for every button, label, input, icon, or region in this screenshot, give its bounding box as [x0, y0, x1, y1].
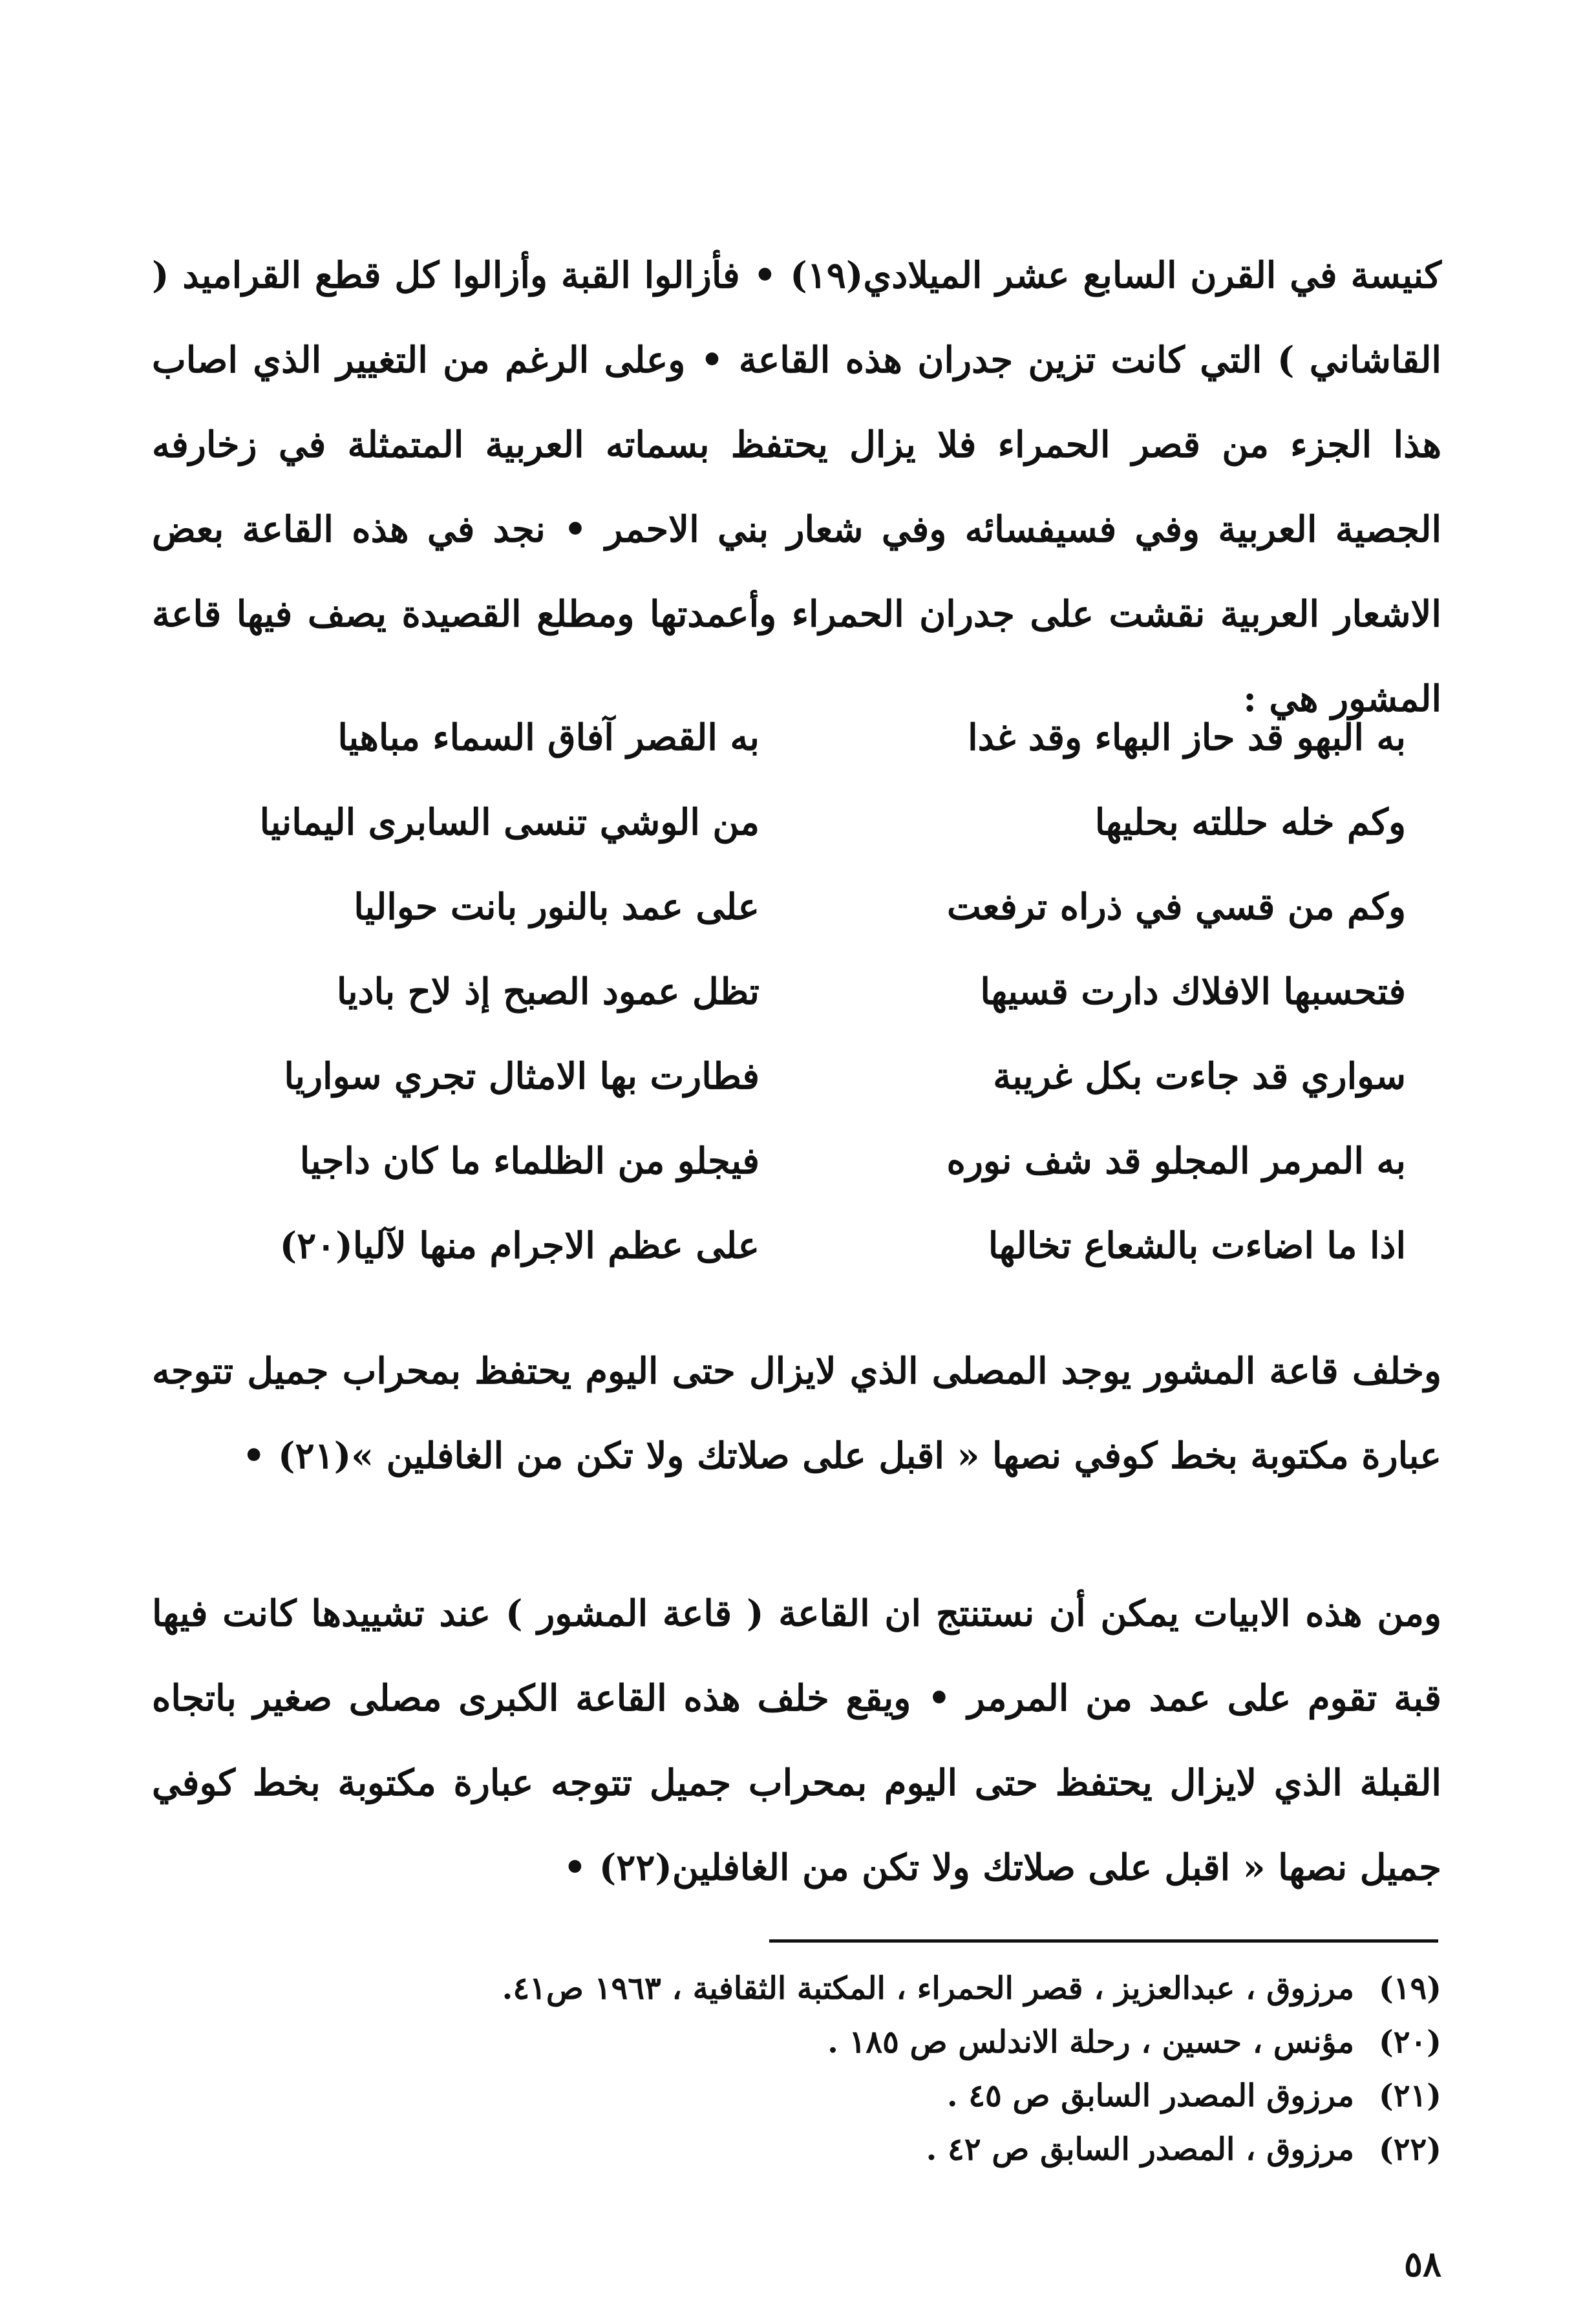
body-paragraph-2: وخلف قاعة المشور يوجد المصلى الذي لايزال حتى اليوم يحتفظ بمحراب جميل تتوجه عبارة مكتوبة بخط كوفي نصها « اقبل على صلاتك ولا تكن من الغافلين »(٢١) • [152, 1350, 1442, 1477]
verse-first-hemistich: به المرمر المجلو قد شف نوره [946, 1139, 1406, 1182]
footnote-number: (١٩) [1379, 1970, 1441, 2007]
footnote-text: مرزوق ، عبدالعزيز ، قصر الحمراء ، المكتبة الثقافية ، ١٩٦٣ ص٤١. [502, 1970, 1354, 2007]
footnote-item [152, 2016, 1441, 2069]
body-paragraph-3: ومن هذه الابيات يمكن أن نستنتج ان القاعة ( قاعة المشور ) عند تشييدها كانت فيها قبة تقوم على عمد من المرمر • ويقع خلف هذه القاعة الكبرى مصلى صغير باتجاه القبلة الذي لايزال يحتفظ حتى اليوم بمحراب جميل تتوجه عبارة مكتوبة بخط كوفي جميل نصها « اقبل على صلاتك ولا تكن من الغافلين(٢٢) • [152, 1592, 1441, 1889]
verse-second-hemistich: به القصر آفاق السماء مباهيا [337, 716, 760, 759]
footnote-divider [769, 1939, 1438, 1943]
footnote-item [152, 2123, 1441, 2177]
footnote-item [152, 1962, 1441, 2016]
verse-line [162, 1203, 1419, 1288]
body-paragraph-1: كنيسة في القرن السابع عشر الميلادي(١٩) • فأزالوا القبة وأزالوا كل قطع القراميد ( القاشاني ) التي كانت تزين جدران هذه القاعة • وعلى الرغم من التغيير الذي اصاب هذا الجزء من قصر الحمراء فلا يزال يحتفظ بسماته العربية المتمثلة في زخارفه الجصية العربية وفي فسيفسائه وفي شعار بني الاحمر • نجد في هذه القاعة بعض الاشعار العربية نقشت على جدران الحمراء وأعمدتها ومطلع القصيدة يصف فيها قاعة المشور هي : [152, 254, 1442, 720]
verse-second-hemistich: على عمد بالنور بانت حواليا [354, 885, 760, 928]
footnotes [152, 1962, 1441, 2177]
footnote-item [152, 2069, 1441, 2123]
verse-second-hemistich: تظل عمود الصبح إذ لاح باديا [336, 970, 760, 1013]
verse-line [162, 695, 1419, 780]
verse-first-hemistich: سواري قد جاءت بكل غريبة [993, 1054, 1406, 1098]
poem-block [162, 695, 1419, 1288]
verse-first-hemistich: وكم خله حللته بحليها [1094, 800, 1406, 844]
verse-line [162, 1118, 1419, 1203]
footnote-number: (٢١) [1379, 2078, 1441, 2114]
verse-first-hemistich: به البهو قد حاز البهاء وقد غدا [968, 716, 1406, 759]
verse-second-hemistich: فطارت بها الامثال تجري سواريا [284, 1054, 760, 1098]
verse-line [162, 949, 1419, 1034]
verse-line [162, 780, 1419, 864]
footnote-text: مرزوق ، المصدر السابق ص ٤٢ . [926, 2131, 1354, 2168]
page-number: ٥٨ [1403, 2243, 1441, 2285]
footnote-text: مرزوق المصدر السابق ص ٤٥ . [946, 2078, 1354, 2114]
verse-line [162, 1034, 1419, 1118]
footnote-number: (٢٢) [1379, 2131, 1441, 2168]
verse-first-hemistich: اذا ما اضاءت بالشعاع تخالها [988, 1224, 1406, 1267]
verse-second-hemistich: فيجلو من الظلماء ما كان داجيا [299, 1139, 760, 1182]
verse-second-hemistich: على عظم الاجرام منها لآليا(٢٠) [279, 1224, 760, 1267]
verse-first-hemistich: فتحسبها الافلاك دارت قسيها [980, 970, 1406, 1013]
footnote-number: (٢٠) [1379, 2024, 1441, 2060]
verse-second-hemistich: من الوشي تنسى السابرى اليمانيا [259, 800, 760, 844]
footnote-text: مؤنس ، حسين ، رحلة الاندلس ص ١٨٥ . [827, 2024, 1354, 2060]
verse-first-hemistich: وكم من قسي في ذراه ترفعت [946, 885, 1406, 928]
verse-line [162, 864, 1419, 949]
